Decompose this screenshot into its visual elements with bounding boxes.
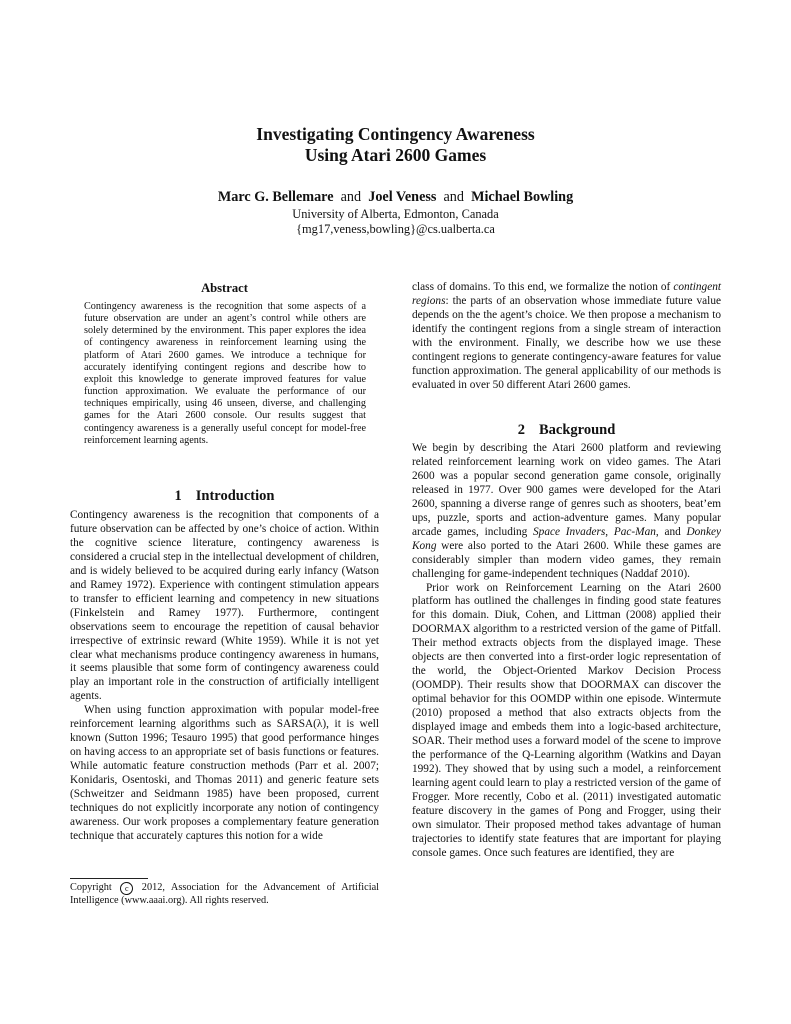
intro-paragraph-2: When using function approximation with popular model-free reinforcement learning algorithms such as SARSA(λ), it is well known (Sutton 1996; Tesauro 1995) that good performance hinges on having access to an appropriate set of basis functions or features. While automatic feature construction methods (Parr et al. 2007; Konidaris, Osentoski, and Thomas 2011) and generic feature sets (Schweitzer and Seidmann 1985) have been proposed, current techniques do not explicitly incorporate any notion of contingency awareness. Our work proposes a complementary feature generation technique that accurately captures this notion for a wide xyxy=(70,704,379,842)
copyright-text: 2012, Association for the Advancement of Artificial Intelligence (www.aaai.org). All rights reserved. xyxy=(70,882,380,906)
author-conjunction: and xyxy=(443,189,464,205)
introduction-body xyxy=(70,509,379,844)
copyright-footnote xyxy=(70,882,379,908)
background-paragraph-2: Prior work on Reinforcement Learning on the Atari 2600 platform has outlined the challenges in finding good state features for this domain. Diuk, Cohen, and Littman (2008) applied their DOORMAX algorithm to a restricted version of the game of Pitfall. Their method extracts objects from the displayed image. These objects are then converted into a first-order logic representation of the world, the Object-Oriented Markov Decision Process (OOMDP). Their results show that DOORMAX can discover the optimal behavior for this OOMDP within one episode. Wintermute (2010) proposed a method that also extracts objects from the displayed image and embeds them into a logic-based architecture, SOAR. Their method uses a forward model of the scene to improve the performance of the Q-Learning algorithm (Watkins and Dayan 1992). They showed that by using such a model, a reinforcement learning agent could learn to play a restricted version of the game of Frogger. More recently, Cobo et al. (2011) investigated automatic feature discovery in the games of Pong and Frogger, using their own simulator. Their proposed method takes advantage of human trajectories to identify state features that are important for playing console games. Once such features are identified, they are xyxy=(412,581,721,859)
paper-title-line-2: Using Atari 2600 Games xyxy=(304,145,487,165)
background-body xyxy=(412,442,721,861)
footnote-divider xyxy=(70,878,148,879)
author-list xyxy=(0,188,791,206)
copyright-icon: c xyxy=(120,882,133,895)
game-title: Space Invaders xyxy=(533,525,606,538)
author-name: Joel Veness xyxy=(368,189,437,205)
abstract-heading: Abstract xyxy=(201,281,248,295)
author-conjunction: and xyxy=(340,189,362,205)
section-number: 1 xyxy=(174,488,182,504)
text-run: class of domains. To this end, we formalize the notion of xyxy=(412,281,674,293)
background-paragraph-1 xyxy=(412,442,721,582)
section-number: 2 xyxy=(517,422,525,438)
author-name: Michael Bowling xyxy=(471,189,574,205)
copyright-prefix: Copyright xyxy=(70,882,112,893)
section-heading-introduction xyxy=(70,487,379,505)
author-emails: {mg17,veness,bowling}@cs.ualberta.ca xyxy=(296,222,495,236)
intro-continuation xyxy=(412,281,721,393)
game-title: Pac-Man xyxy=(613,525,656,538)
game-title: Donkey Kong xyxy=(412,525,721,552)
abstract-text: Contingency awareness is the recognition that some aspects of a future observation are under an agent’s control while others are solely determined by the environment. This paper explores the idea of contingency awareness in reinforcement learning using the platform of Atari 2600 games. We introduce a technique for accurately identifying contingent regions and describe how to exploit this knowledge to generate improved features for value function approximation. We evaluate the performance of our techniques empirically, using 46 unseen, diverse, and challenging games for the Atari 2600 console. Our results suggest that contingency awareness is a generally useful concept for model-free reinforcement learning agents. xyxy=(84,301,366,446)
intro-paragraph-1: Contingency awareness is the recognition that components of a future observation can be affected by one’s choice of action. Within the cognitive science literature, contingency awareness is considered a crucial step in the intellectual development of children, and is widely believed to be acquired during early infancy (Watson and Ramey 1972). Experience with contingent stimulation appears to transfer to efficient learning and competency in new situations (Finkelstein and Ramey 1977). Furthermore, contingent observations seem to encourage the repetition of causal behavior irrespective of extrinsic reward (White 1959). While it is not yet clear what mechanisms produce contingency awareness in humans, it seems plausible that some form of contingency awareness could play an important role in the construction of artificially intelligent agents. xyxy=(70,509,379,703)
text-run: , xyxy=(605,525,614,538)
text-run: : the parts of an observation whose immediate future value depends on the the agent’s choice. We then propose a mechanism to identify the contingent regions from a single stream of interaction with the environment. Finally, we describe how we use these contingent regions to generate contingency-aware features for value function approximation. The general applicability of our methods is evaluated in over 50 different Atari 2600 games. xyxy=(412,294,721,391)
affiliation: University of Alberta, Edmonton, Canada xyxy=(292,207,499,221)
text-run: We begin by describing the Atari 2600 platform and reviewing related reinforcement learning work on video games. The Atari 2600 was a popular second generation game console, originally released in 1977. Over 900 games were developed for the Atari 2600, spanning a diverse range of genres such as shooters, beat’em ups, puzzle, sports and action-adventure games. Many popular arcade games, including xyxy=(412,442,721,538)
intro-paragraph-3 xyxy=(412,281,721,393)
section-title: Background xyxy=(538,422,616,438)
paper-title-line-1: Investigating Contingency Awareness xyxy=(256,124,535,144)
section-heading-background xyxy=(412,421,721,439)
author-name: Marc G. Bellemare xyxy=(217,189,334,205)
text-run: , and xyxy=(655,525,687,538)
section-title: Introduction xyxy=(195,488,275,504)
text-run: were also ported to the Atari 2600. While these games are considerably simpler than modern video games, they remain challenging for game-independent techniques (Naddaf 2010). xyxy=(412,539,721,580)
emphasis-term: contingent regions xyxy=(412,281,721,307)
